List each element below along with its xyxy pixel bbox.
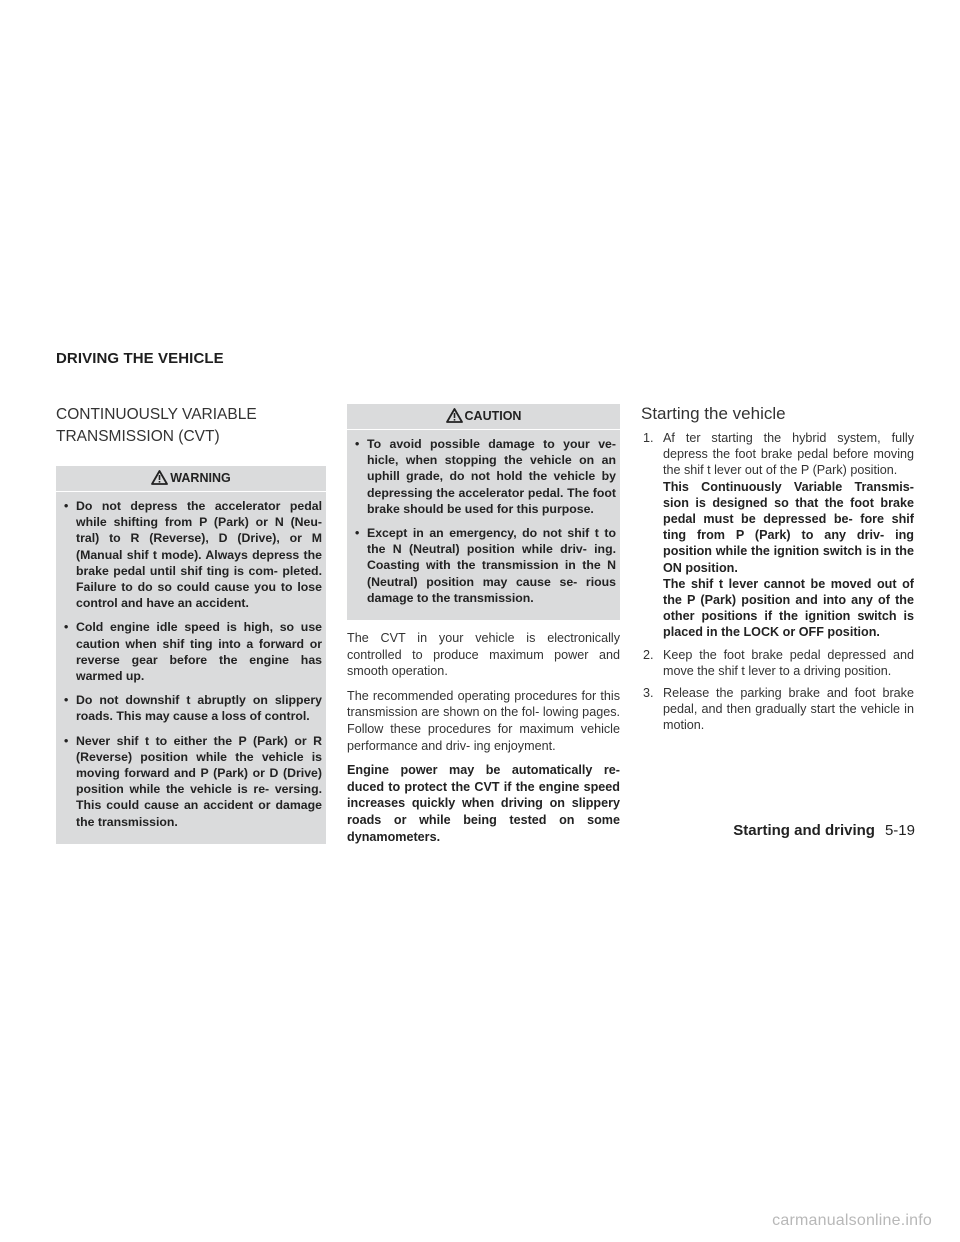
step-item xyxy=(641,685,914,734)
main-heading xyxy=(56,404,326,448)
warning-item: • Never shif t to either the P (Park) or R (Reverse) position while the vehicle is moving forward and P (Park) or D (Drive) position while the vehicle is re- versing. This could cause an accident or damage the transmission. xyxy=(60,733,322,830)
step-text: Keep the foot brake pedal depressed and move the shif t lever to a driving position. xyxy=(663,647,914,678)
starting-heading: Starting the vehicle xyxy=(641,404,786,423)
warning-triangle-icon xyxy=(151,470,168,485)
main-heading-line2: TRANSMISSION (CVT) xyxy=(56,428,220,445)
caution-item: • To avoid possible damage to your ve- hicle, when stopping the vehicle on an uphill grade, do not hold the vehicle by depressing the accelerator pedal. The foot brake should be used for this purpose. xyxy=(351,436,616,517)
warning-item: • Do not downshif t abruptly on slippery roads. This may cause a loss of control. xyxy=(60,692,322,724)
column-1 xyxy=(56,404,326,844)
column-2 xyxy=(347,404,620,853)
caution-box xyxy=(347,404,620,620)
warning-triangle-icon xyxy=(446,408,463,423)
step-number: 3. xyxy=(643,686,654,701)
bold-note-paragraph: Engine power may be automatically re- duced to protect the CVT if the engine speed increases quickly when driving on slippery roads or while being tested on some dynamometers. xyxy=(347,763,620,844)
section-header: DRIVING THE VEHICLE xyxy=(56,350,224,367)
column-3 xyxy=(641,404,914,740)
warning-item: • Cold engine idle speed is high, so use caution when shif ting into a forward or reverse gear before the engine has warmed up. xyxy=(60,619,322,684)
body-paragraph: The CVT in your vehicle is electronically controlled to produce maximum power and smooth operation. xyxy=(347,631,620,679)
warning-list xyxy=(60,498,322,830)
starting-steps xyxy=(641,430,914,734)
step-number: 1. xyxy=(643,431,654,445)
caution-item: • Except in an emergency, do not shif t to the N (Neutral) position while driv- ing. Coasting with the transmission in the N (Neutral) position may cause se- rious damage to the transmission. xyxy=(351,525,616,606)
step-text: Release the parking brake and foot brake pedal, and then gradually start the vehicle in motion. xyxy=(663,686,914,733)
page-number: 5-19 xyxy=(884,822,915,839)
caution-list xyxy=(351,436,616,606)
step-item xyxy=(641,647,914,679)
step-bold-note: The shif t lever cannot be moved out of the P (Park) position and into any of the other positions if the ignition switch is placed in the LOCK or OFF position. xyxy=(663,576,914,640)
caution-title-bar xyxy=(347,404,620,430)
warning-item: • Do not depress the accelerator pedal while shifting from P (Park) or N (Neu- tral) to R (Reverse), D (Drive), or M (Manual shif t mode). Always depress the brake pedal until shif ting is com- pleted. Failure to do so could cause you to lose control and have an accident. xyxy=(60,498,322,611)
caution-title: CAUTION xyxy=(464,409,522,423)
main-heading-line1: CONTINUOUSLY VARIABLE xyxy=(56,406,257,423)
step-text: Af ter starting the hybrid system, fully depress the foot brake pedal before moving the shif t lever out of the P (Park) position. xyxy=(663,431,914,478)
step-bold-note: This Continuously Variable Transmis- sion is designed so that the foot brake pedal must be depressed be- fore shif ting from P (Park) to any driv- ing position while the ignition switch is in the ON position. xyxy=(663,479,914,575)
warning-box xyxy=(56,466,326,844)
watermark: carmanualsonline.info xyxy=(772,1212,932,1229)
footer-section-title: Starting and driving xyxy=(733,822,875,839)
warning-title: WARNING xyxy=(170,471,231,485)
step-item xyxy=(641,430,914,641)
warning-title-bar xyxy=(56,466,326,492)
page-footer xyxy=(733,822,915,839)
step-number: 2. xyxy=(643,647,654,662)
body-paragraph: The recommended operating procedures for this transmission are shown on the fol- lowing pages. Follow these procedures for maximum vehicle performance and driv- ing enjoyment. xyxy=(347,688,620,753)
